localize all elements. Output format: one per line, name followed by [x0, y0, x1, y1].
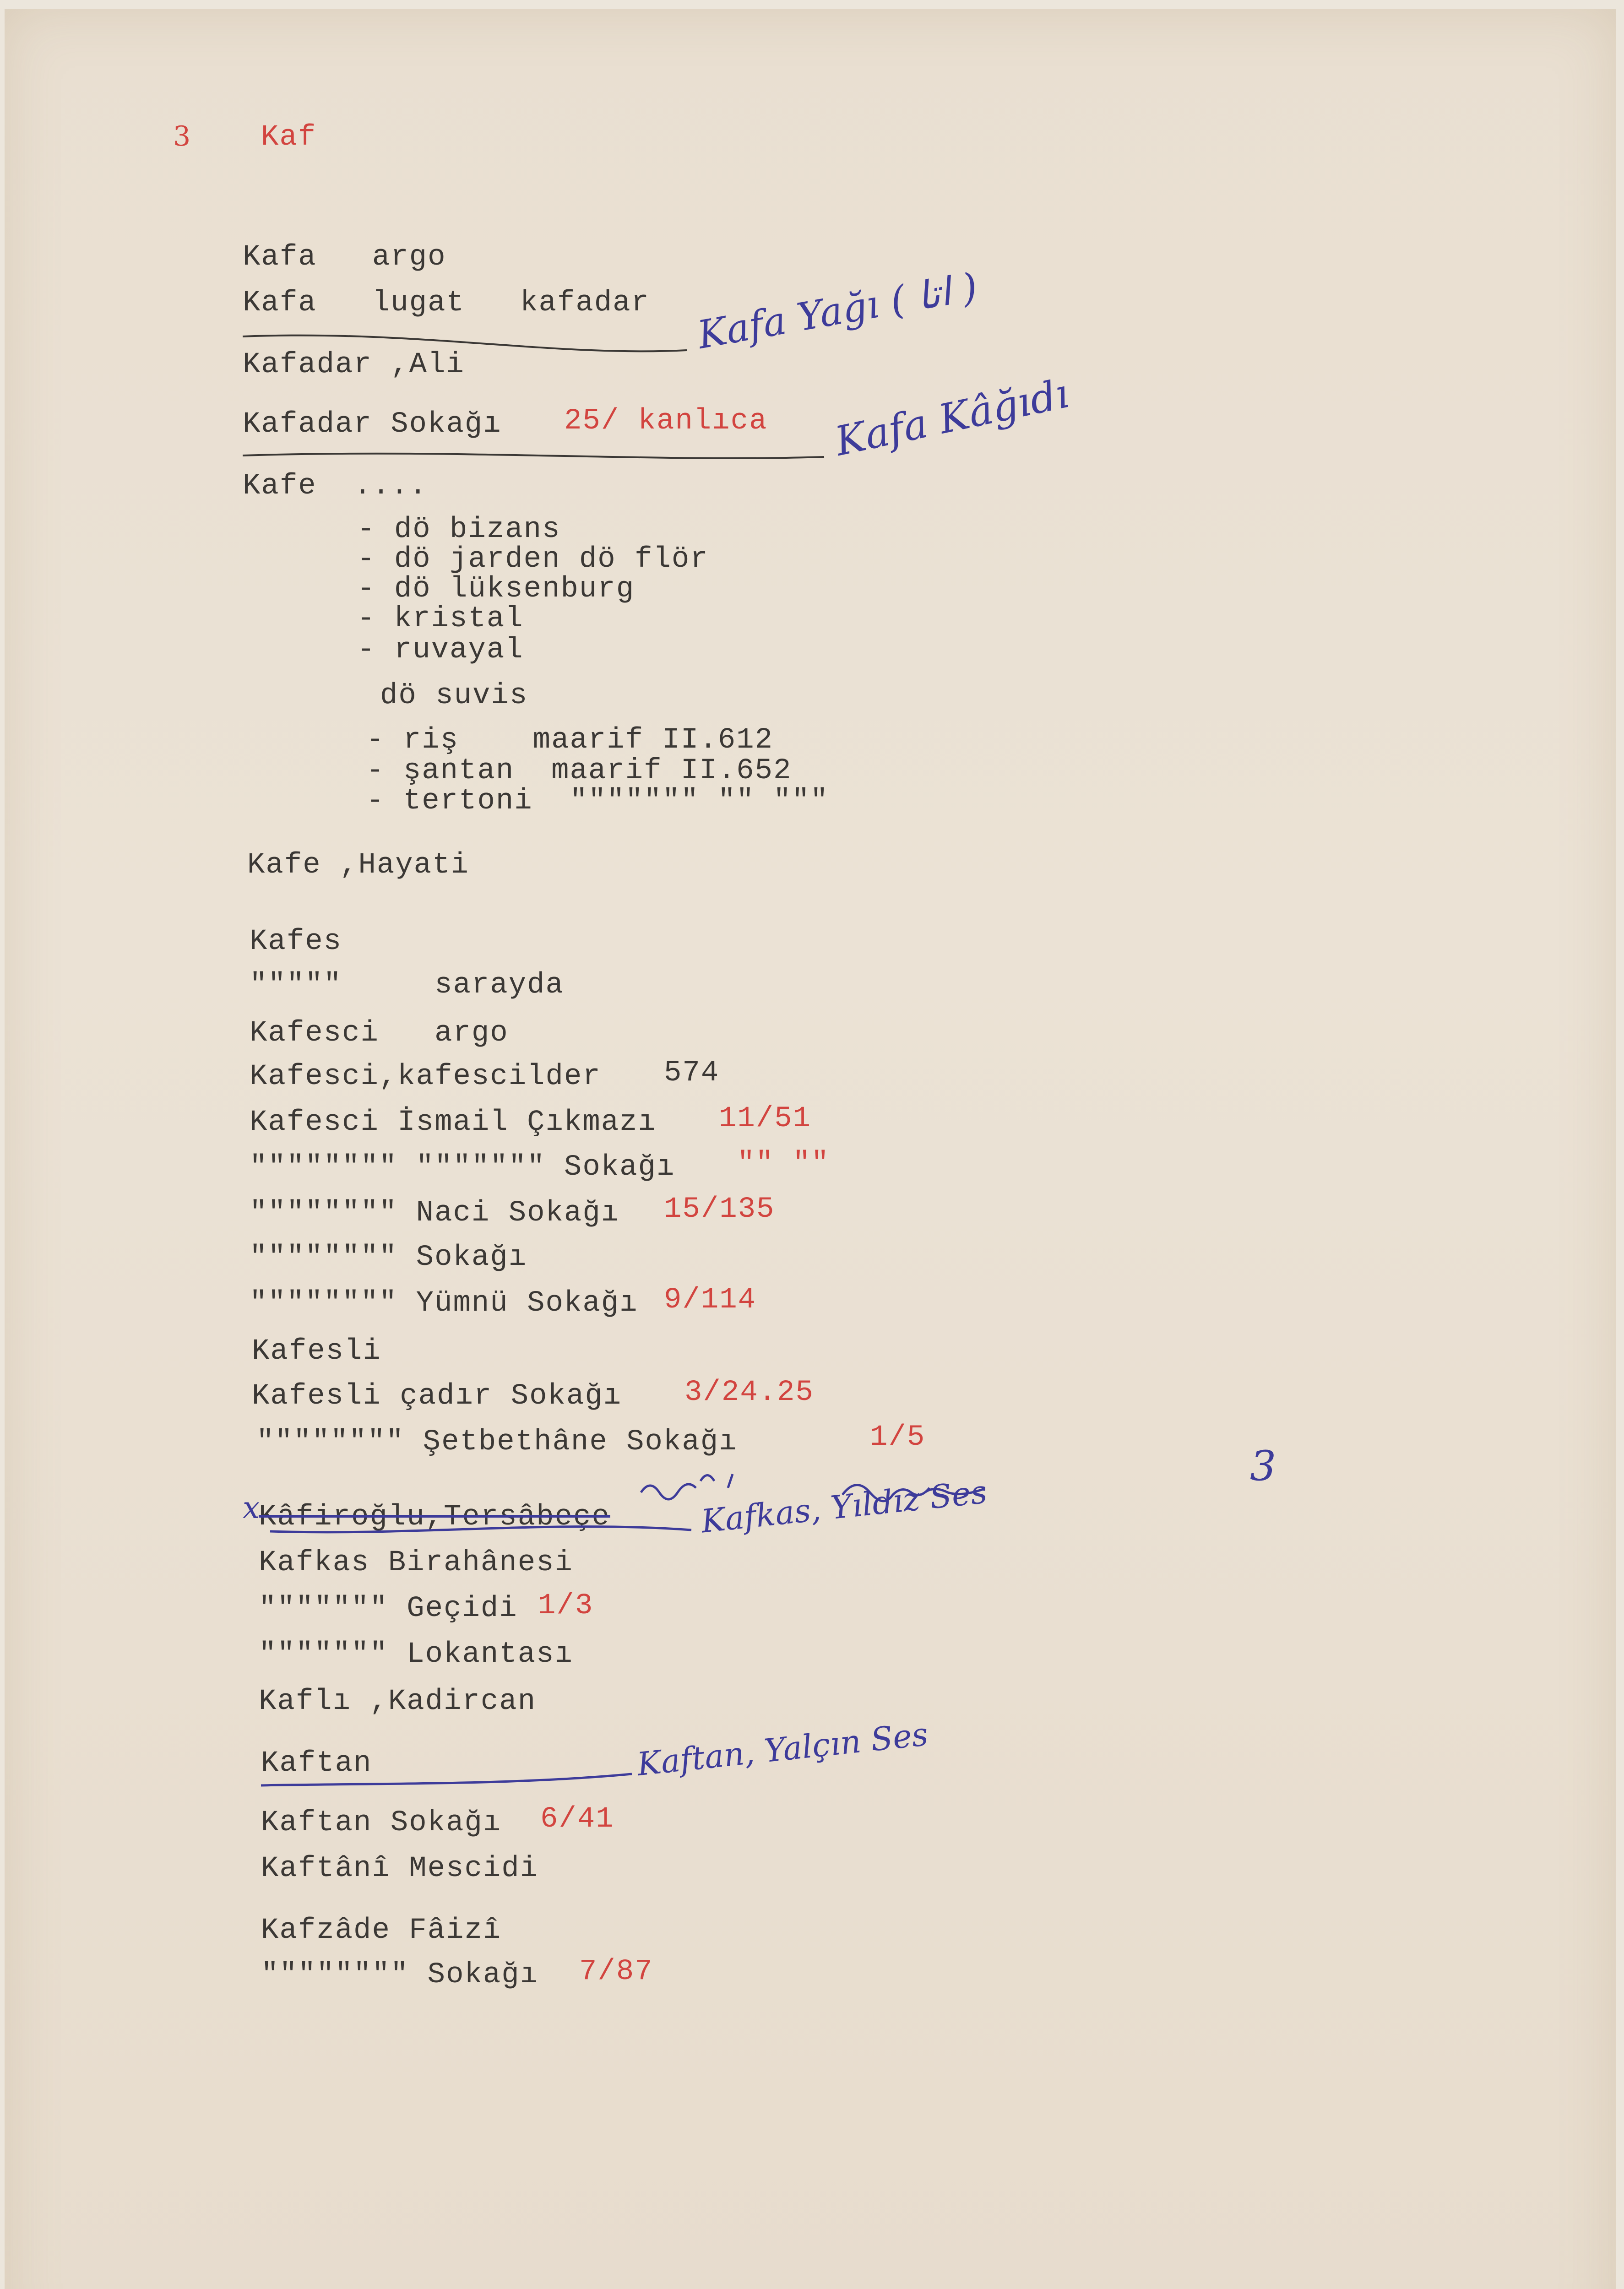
section-letter: Kaf — [261, 121, 317, 154]
entry-line: Kafa argo — [243, 241, 446, 274]
entry-reference: 574 — [664, 1057, 720, 1090]
entry-line: - ruvayal — [357, 634, 524, 667]
entry-line: """"""" Lokantası — [259, 1638, 573, 1671]
entry-line: """""""" Naci Sokağı — [250, 1197, 620, 1230]
entry-reference: 25/ kanlıca — [564, 405, 768, 438]
entry-line: """""""" Şetbethâne Sokağı — [256, 1426, 738, 1459]
entry-reference: "" "" — [737, 1147, 830, 1180]
entry-line: Kaftânî Mescidi — [261, 1852, 539, 1885]
entry-reference: 6/41 — [540, 1803, 614, 1836]
entry-line: Kaftan Sokağı — [261, 1806, 502, 1839]
entry-line: Kafesli çadır Sokağı — [252, 1380, 622, 1413]
entry-line: dö suvis — [380, 679, 528, 712]
entry-line: """""""" Sokağı — [261, 1958, 539, 1991]
entry-line: - şantan maarif II.652 — [366, 754, 792, 787]
handwritten-note: 3 — [1250, 1442, 1276, 1490]
entry-line: - dö bizans — [357, 513, 561, 546]
handwritten-note: x — [243, 1490, 260, 1525]
entry-line: """"""" Geçidi — [259, 1592, 518, 1625]
entry-line: Kafa lugat kafadar — [243, 287, 650, 320]
handwritten-note: Kafa Yağı ( اتا ) — [694, 264, 981, 358]
entry-line: Kafesci argo — [250, 1017, 509, 1050]
entry-line: Kafadar Sokağı — [243, 408, 502, 441]
handwritten-note: Kafkas, Yıldız Ses — [699, 1473, 989, 1540]
entry-line: - dö jarden dö flör — [357, 543, 709, 576]
entry-reference: 1/3 — [538, 1589, 594, 1622]
entry-line: Kafadar ,Ali — [243, 348, 465, 381]
entry-line: Kafkas Birahânesi — [259, 1546, 573, 1579]
entry-line: - kristal — [357, 602, 524, 635]
handwritten-note: Kaftan, Yalçın Ses — [635, 1715, 930, 1784]
entry-line: Kafesci,kafescilder — [250, 1060, 601, 1093]
entry-line: Kafe .... — [243, 470, 428, 503]
entry-line: """""""" Sokağı — [250, 1241, 527, 1274]
entry-reference: 1/5 — [870, 1421, 926, 1454]
document-page — [5, 9, 1616, 2289]
entry-line: Kafesci İsmail Çıkmazı — [250, 1106, 657, 1139]
entry-line: Kaftan — [261, 1747, 372, 1780]
entry-line: - tertoni """"""" "" """ — [366, 785, 829, 818]
entry-line: Kafes — [250, 925, 342, 958]
entry-reference: 11/51 — [719, 1102, 812, 1135]
entry-line: Kaflı ,Kadircan — [259, 1685, 537, 1718]
entry-reference: 7/87 — [579, 1955, 653, 1988]
entry-line: Kafesli — [252, 1335, 381, 1368]
entry-line: Kafzâde Fâizî — [261, 1914, 502, 1947]
entry-line: """"" sarayda — [250, 969, 564, 1002]
arabic-script-note — [5, 9, 1616, 2289]
entry-reference: 3/24.25 — [684, 1376, 814, 1409]
page-number: 3 — [173, 120, 192, 152]
entry-reference: 9/114 — [664, 1284, 757, 1317]
entry-line: Kafe ,Hayati — [247, 849, 469, 882]
entry-line: - riş maarif II.612 — [366, 724, 773, 757]
entry-line: """""""" """"""" Sokağı — [250, 1151, 675, 1184]
handwritten-note: Kafa Kâğıdı — [831, 369, 1073, 465]
entry-line: - dö lüksenburg — [357, 573, 635, 606]
entry-line: """""""" Yümnü Sokağı — [250, 1287, 638, 1320]
entry-reference: 15/135 — [664, 1193, 775, 1226]
struck-entry: Kâfiroğlu,Tersâbeçe — [259, 1501, 610, 1534]
